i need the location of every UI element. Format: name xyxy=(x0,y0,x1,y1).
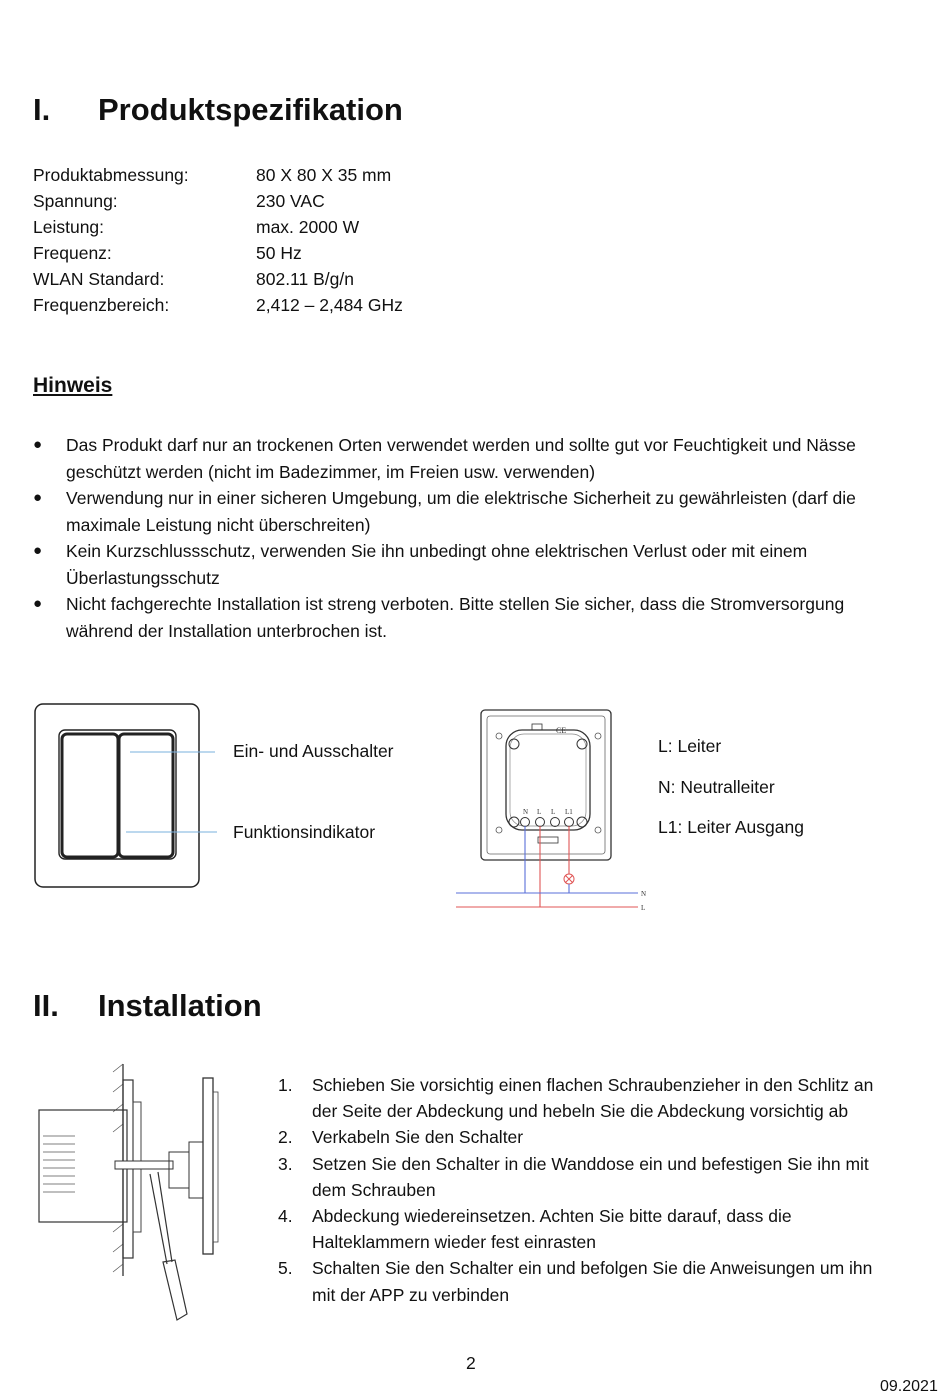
list-item xyxy=(33,432,913,485)
step-number: 1. xyxy=(278,1075,293,1095)
step-text: Abdeckung wiedereinsetzen. Achten Sie bitte darauf, dass die Halteklammern wieder fest einrasten xyxy=(312,1206,792,1253)
step-item xyxy=(278,1151,898,1203)
legend-item: N: Neutralleiter xyxy=(658,777,775,797)
bullet-icon: ● xyxy=(33,595,43,612)
terminal-label: L xyxy=(551,808,556,816)
terminal-label: L1 xyxy=(565,808,573,816)
list-item xyxy=(33,485,913,538)
note-text: Kein Kurzschlussschutz, verwenden Sie ihn unbedingt ohne elektrischen Verlust oder mit einem Überlastungsschutz xyxy=(66,541,808,588)
section-heading-installation xyxy=(33,988,533,1028)
section-title: Installation xyxy=(98,988,262,1023)
terminal-label: L xyxy=(537,808,542,816)
spec-value: 802.11 B/g/n xyxy=(256,269,354,289)
step-text: Setzen Sie den Schalter in die Wanddose ein und befestigen Sie ihn mit dem Schrauben xyxy=(312,1153,869,1200)
spec-value: 50 Hz xyxy=(256,243,302,263)
step-text: Verkabeln Sie den Schalter xyxy=(312,1127,524,1148)
terminal-label: N xyxy=(523,808,529,816)
spec-label: Frequenz: xyxy=(33,243,112,263)
bullet-icon: ● xyxy=(33,436,43,453)
step-item xyxy=(278,1203,898,1255)
section-number: I. xyxy=(33,92,51,127)
label-switch: Ein- und Ausschalter xyxy=(233,741,394,761)
step-number: 2. xyxy=(278,1127,293,1148)
step-number: 3. xyxy=(278,1153,293,1174)
page-number: 2 xyxy=(466,1353,476,1373)
spec-label: Leistung: xyxy=(33,217,105,237)
list-item xyxy=(33,538,913,591)
section-number: II. xyxy=(33,988,59,1023)
line-label: L xyxy=(641,904,646,912)
spec-label: Spannung: xyxy=(33,191,118,211)
spec-value: 2,412 – 2,484 GHz xyxy=(256,295,403,315)
legend-item: L1: Leiter Ausgang xyxy=(658,817,804,837)
section-heading-specs xyxy=(33,92,533,132)
label-indicator: Funktionsindikator xyxy=(233,822,376,842)
spec-label: Produktabmessung: xyxy=(33,165,189,185)
notes-list xyxy=(33,432,913,644)
legend-item: L: Leiter xyxy=(658,736,722,756)
installation-illustration xyxy=(35,1062,240,1324)
notes-title: Hinweis xyxy=(33,374,113,397)
list-item xyxy=(33,591,913,644)
spec-value: 80 X 80 X 35 mm xyxy=(256,165,392,185)
installation-steps xyxy=(278,1072,898,1308)
ce-mark: CE xyxy=(556,726,567,735)
bullet-icon: ● xyxy=(33,489,43,506)
line-label: N xyxy=(641,890,647,898)
note-text: Verwendung nur in einer sicheren Umgebung, um die elektrische Sicherheit zu gewährleisten (darf die maximale Leistung nicht überschreiten) xyxy=(66,488,856,535)
step-number: 5. xyxy=(278,1258,293,1279)
spec-label: WLAN Standard: xyxy=(33,269,165,289)
spec-label: Frequenzbereich: xyxy=(33,295,170,315)
step-number: 4. xyxy=(278,1206,293,1227)
step-item xyxy=(278,1124,898,1150)
document-date: 09.2021 xyxy=(880,1378,938,1395)
spec-value: 230 VAC xyxy=(256,191,325,211)
note-text: Nicht fachgerechte Installation ist streng verboten. Bitte stellen Sie sicher, dass die Stromversorgung während der Installation unterbrochen ist. xyxy=(66,594,845,641)
step-item xyxy=(278,1072,898,1124)
wiring-diagram xyxy=(452,706,654,916)
step-text: Schalten Sie den Schalter ein und befolgen Sie die Anweisungen um ihn mit der APP zu verbinden xyxy=(312,1258,873,1305)
switch-front-illustration xyxy=(30,700,230,892)
step-text: Schieben Sie vorsichtig einen flachen Schraubenzieher in den Schlitz an der Seite der Abdeckung und hebeln Sie die Abdeckung vorsichtig ab xyxy=(312,1075,874,1122)
bullet-icon: ● xyxy=(33,542,43,559)
section-title: Produktspezifikation xyxy=(98,92,403,127)
step-item xyxy=(278,1255,898,1307)
note-text: Das Produkt darf nur an trockenen Orten verwendet werden und sollte gut vor Feuchtigkeit und Nässe geschützt werden (nicht im Badezimmer, im Freien usw. verwenden) xyxy=(66,435,856,482)
spec-value: max. 2000 W xyxy=(256,217,360,237)
